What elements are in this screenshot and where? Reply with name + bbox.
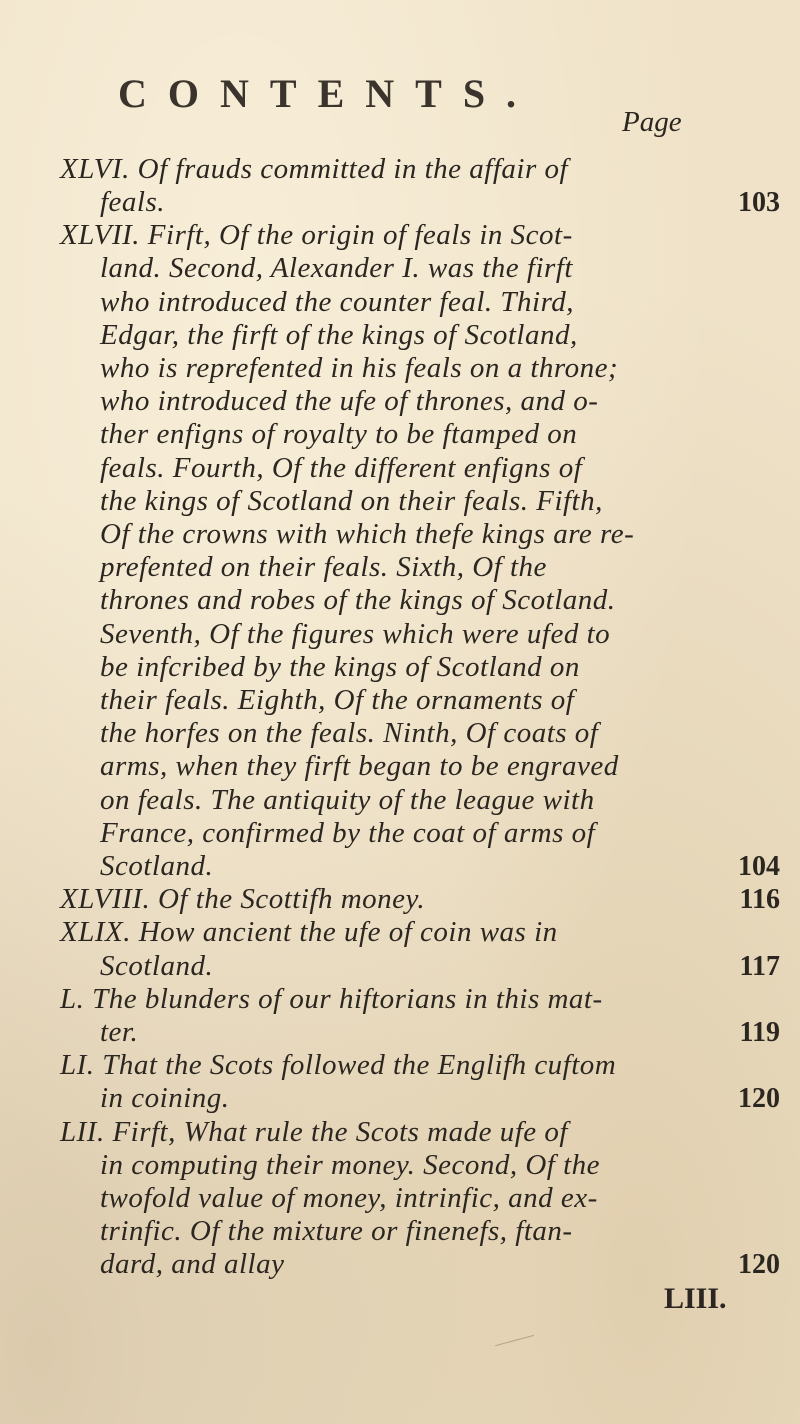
page-number: 104: [738, 851, 780, 882]
contents-line: the horfes on the feals. Ninth, Of coats of: [100, 717, 599, 749]
contents-line: the kings of Scotland on their feals. Fifth,: [100, 485, 603, 517]
catchword: LIII.: [664, 1282, 727, 1315]
contents-line: LII. Firft, What rule the Scots made ufe of: [60, 1116, 568, 1148]
contents-line: arms, when they firft began to be engraved: [100, 750, 619, 782]
contents-line: prefented on their feals. Sixth, Of the: [100, 551, 547, 583]
contents-line: feals.: [100, 186, 166, 218]
page-number: 117: [739, 951, 780, 982]
page-number: 116: [739, 884, 780, 915]
contents-line: L. The blunders of our hiftorians in this mat-: [60, 983, 603, 1015]
page-number: 120: [738, 1249, 780, 1280]
contents-line: France, confirmed by the coat of arms of: [100, 817, 596, 849]
contents-line: ter.: [100, 1016, 139, 1048]
contents-line: who is reprefented in his feals on a throne;: [100, 352, 619, 384]
contents-line: XLVII. Firft, Of the origin of feals in Scot-: [60, 219, 573, 251]
page-title: CONTENTS.: [118, 71, 538, 116]
page-number: 119: [739, 1017, 780, 1048]
contents-line: XLVIII. Of the Scottifh money.: [60, 883, 426, 915]
contents-line: LI. That the Scots followed the Englifh cuftom: [60, 1049, 617, 1081]
contents-line: Seventh, Of the figures which were ufed to: [100, 618, 611, 650]
contents-line: XLVI. Of frauds committed in the affair of: [60, 153, 569, 185]
contents-line: dard, and allay: [100, 1248, 285, 1280]
contents-line: in coining.: [100, 1082, 230, 1114]
page-column-label: Page: [622, 106, 682, 138]
page-number: 120: [738, 1083, 780, 1114]
contents-line: land. Second, Alexander I. was the firft: [100, 252, 573, 284]
ink-smudge: [495, 1335, 535, 1350]
contents-line: who introduced the counter feal. Third,: [100, 286, 575, 318]
contents-line: Edgar, the firft of the kings of Scotland,: [100, 319, 578, 351]
contents-line: thrones and robes of the kings of Scotland.: [100, 584, 616, 616]
contents-line: twofold value of money, intrinfic, and ex-: [100, 1182, 598, 1214]
contents-line: their feals. Eighth, Of the ornaments of: [100, 684, 575, 716]
contents-line: Scotland.: [100, 950, 214, 982]
contents-line: on feals. The antiquity of the league with: [100, 784, 595, 816]
contents-line: XLIX. How ancient the ufe of coin was in: [60, 916, 558, 948]
contents-line: be infcribed by the kings of Scotland on: [100, 651, 580, 683]
contents-line: ther enfigns of royalty to be ftamped on: [100, 418, 578, 450]
contents-line: feals. Fourth, Of the different enfigns of: [100, 452, 583, 484]
contents-line: in computing their money. Second, Of the: [100, 1149, 601, 1181]
contents-line: trinfic. Of the mixture or finenefs, ftan-: [100, 1215, 573, 1247]
page-number: 103: [738, 187, 780, 218]
contents-line: Scotland.: [100, 850, 214, 882]
contents-line: Of the crowns with which thefe kings are re-: [100, 518, 635, 550]
contents-line: who introduced the ufe of thrones, and o-: [100, 385, 599, 417]
